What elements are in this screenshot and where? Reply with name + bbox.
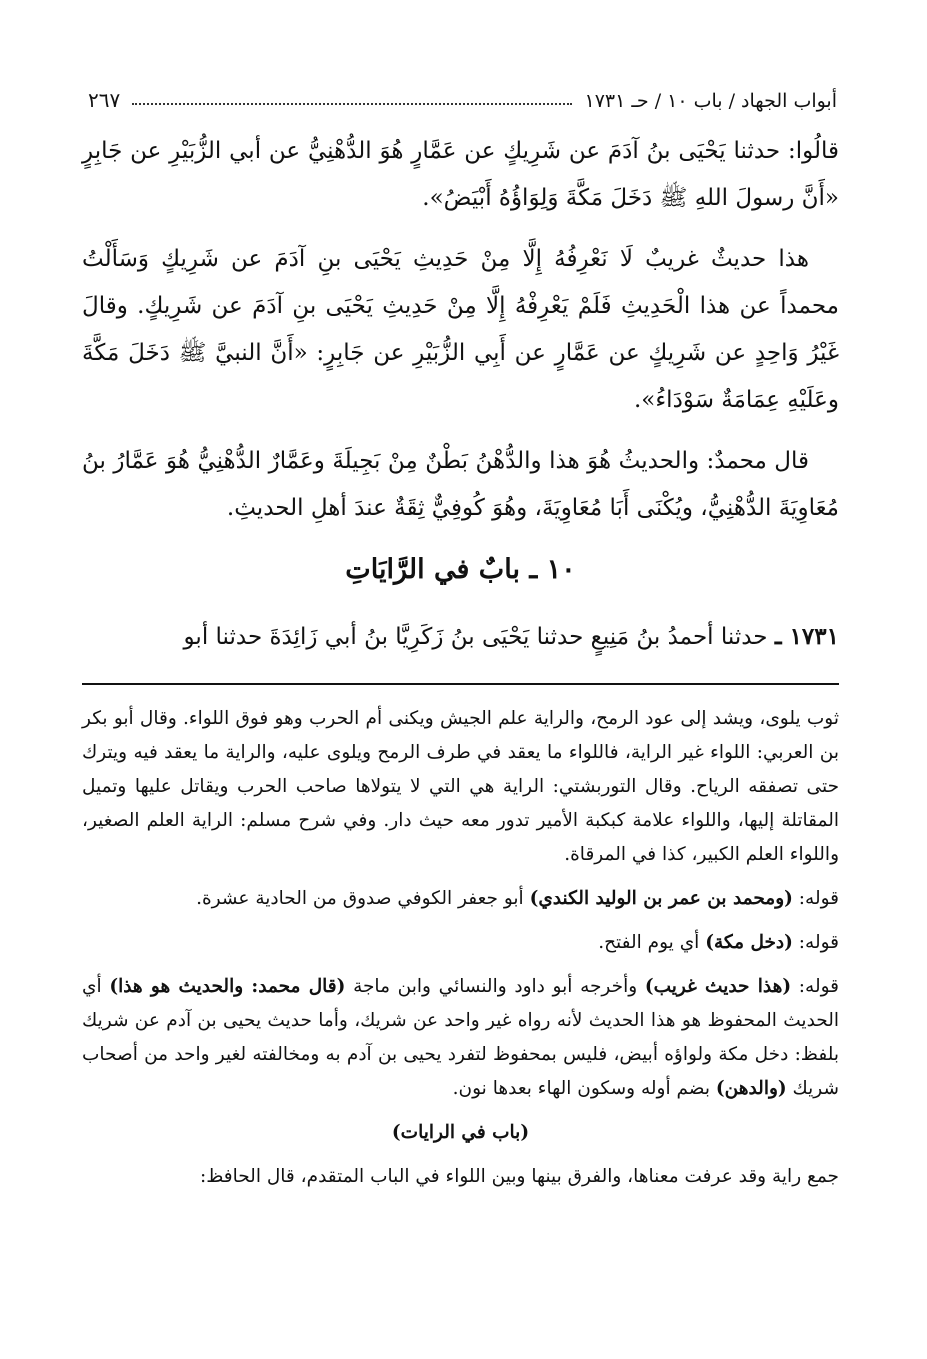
footnote-paragraph: [82, 970, 839, 1106]
page-header: [88, 82, 837, 112]
quoted-term: (دخل مكة): [705, 932, 793, 953]
note-text: أبو جعفر الكوفي صدوق من الحادية عشرة.: [196, 888, 524, 909]
note-prefix: قوله:: [798, 888, 839, 909]
footnote-paragraph: [82, 926, 839, 960]
running-title: أبواب الجهاد / باب ١٠ / حـ ١٧٣١: [584, 90, 837, 112]
quoted-term: (ومحمد بن عمر بن الوليد الكندي): [529, 888, 793, 909]
commentary-paragraph: قال محمدٌ: والحديثُ هُوَ هذا والدُّهْنُ بَطْنٌ مِنْ بَجِيلَةَ وعَمَّارٌ الدُّهْنِيُّ هُوَ عَمَّارُ بنُ مُعَاوِيَةَ الدُّهْنِيُّ، ويُكْنَى أَبَا مُعَاوِيَةَ، وهُوَ كُوفِيٌّ ثِقَةٌ عندَ أهلِ الحديثِ.: [82, 448, 839, 521]
commentary-paragraph: هذا حديثٌ غريبٌ لَا نَعْرِفُهُ إِلَّا مِنْ حَدِيثِ يَحْيَى بنِ آدَمَ عن شَرِيكٍ وَسَأَلْتُ محمداً عن هذا الْحَدِيثِ فَلَمْ يَعْرِفْهُ إِلَّا مِنْ حَدِيثِ يَحْيَى بنِ آدَمَ عن شَرِيكٍ. وقالَ غَيْرُ وَاحِدٍ عن شَرِيكٍ عن عَمَّارٍ عن أَبِي الزُّبَيْرِ عن جَابِرٍ: «أَنَّ النبيَّ ﷺ دَخَلَ مَكَّةَ وعَلَيْهِ عِمَامَةٌ سَوْدَاءُ».: [82, 246, 839, 413]
note-text: أي الحديث المحفوظ هو هذا الحديث لأنه رواه غير واحد عن شريك، وأما حديث يحيى بن آدم عن شريك بلفظ: دخل مكة ولواؤه أبيض، فليس بمحفوظ لتفرد يحيى بن آدم به ومخالفته لغير واحد من أصحاب شريك: [82, 976, 839, 1099]
dotted-leader: [132, 103, 572, 105]
footnotes: [82, 702, 839, 1204]
quoted-term: (هذا حديث غريب): [644, 976, 792, 997]
note-text: أي يوم الفتح.: [598, 932, 700, 953]
note-prefix: قوله:: [798, 932, 839, 953]
note-text: وأخرجه أبو داود والنسائي وابن ماجة: [353, 976, 638, 997]
main-text: [82, 128, 839, 675]
footnote-paragraph: جمع راية وقد عرفت معناها، والفرق بينها وبين اللواء في الباب المتقدم، قال الحافظ:: [199, 1166, 839, 1187]
hadith-text: حدثنا أحمدُ بنُ مَنِيعٍ حدثنا يَحْيَى بنُ زَكَرِيَّا بنُ أبي زَائِدَةَ حدثنا أبو: [183, 624, 768, 650]
note-prefix: قوله:: [798, 976, 839, 997]
footnote-paragraph: ثوب يلوى، ويشد إلى عود الرمح، والراية علم الجيش ويكنى أم الحرب وهو فوق اللواء. وقال أبو بكر بن العربي: اللواء غير الراية، فاللواء ما يعقد في طرف الرمح ويلوى عليه، والراية ما يعقد فيه ويترك حتى تصفقه الرياح. وقال التوربشتي: الراية هي التي لا يتولاها صاحب الحرب ويقاتل عليها وتميل المقاتلة إليها، واللواء علامة كبكبة الأمير تدور معه حيث دار. وفي شرح مسلم: الراية العلم الصغير، واللواء العلم الكبير، كذا في المرقاة.: [82, 708, 839, 865]
hadith-number: ١٧٣١ ـ: [774, 623, 839, 650]
quoted-term: (والدهن): [715, 1078, 787, 1099]
hadith-paragraph: [82, 613, 839, 661]
page-number: ٢٦٧: [88, 88, 121, 112]
note-text: بضم أوله وسكون الهاء بعدها نون.: [452, 1078, 710, 1099]
footnote-separator: [82, 683, 839, 685]
hadith-text-paragraph: قالُوا: حدثنا يَحْيَى بنُ آدَمَ عن شَرِيكٍ عن عَمَّارٍ هُوَ الدُّهْنِيُّ عن أبي الزُّبَيْرِ عن جَابِرٍ «أَنَّ رسولَ اللهِ ﷺ دَخَلَ مَكَّةَ وَلِوَاؤُهُ أَبْيَضُ».: [82, 138, 839, 211]
quoted-term: (قال محمد: والحديث هو هذا): [109, 976, 346, 997]
chapter-title: ١٠ ـ بابٌ في الرَّايَاتِ: [345, 554, 576, 585]
section-title: (باب في الرايات): [391, 1122, 530, 1143]
footnote-paragraph: [82, 882, 839, 916]
